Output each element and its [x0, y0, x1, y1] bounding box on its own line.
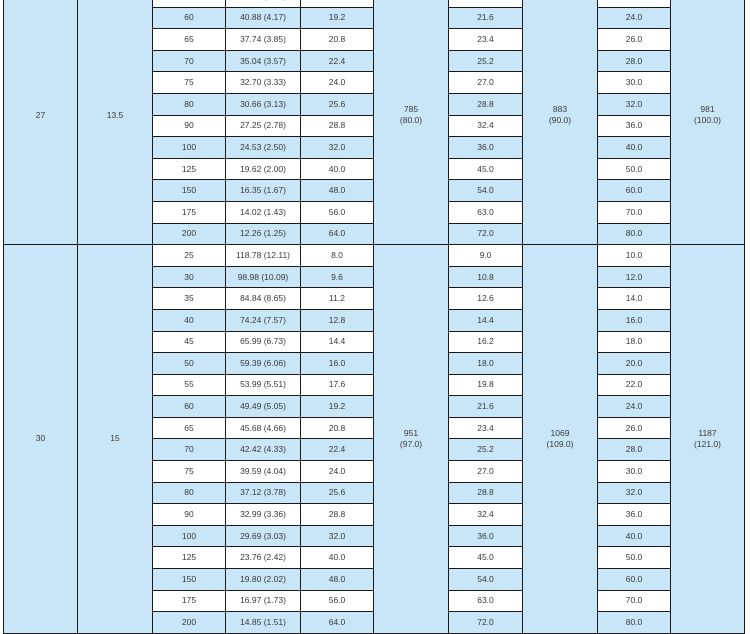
- col9-cell: 20.0: [598, 353, 671, 375]
- col7-cell: 63.0: [449, 590, 523, 612]
- col7-cell: 32.4: [449, 504, 523, 526]
- col5-cell: 24.0: [301, 72, 374, 94]
- col7-cell: 54.0: [449, 180, 523, 202]
- col9-cell: 50.0: [598, 547, 671, 569]
- col3-cell: 175: [153, 590, 226, 612]
- col4-cell: 19.62 (2.00): [226, 158, 301, 180]
- col4-cell: 29.69 (3.03): [226, 525, 301, 547]
- col9-cell: 22.0: [598, 374, 671, 396]
- col4-cell: 32.70 (3.33): [226, 72, 301, 94]
- col5-cell: 28.8: [301, 115, 374, 137]
- col7-cell: 23.4: [449, 29, 523, 51]
- col7-cell: 25.2: [449, 439, 523, 461]
- spec-table: [3, 0, 745, 634]
- col7-cell: 19.8: [449, 374, 523, 396]
- group-col8-cell-unit-value: (109.0): [546, 438, 574, 449]
- col7-cell: 9.0: [449, 245, 523, 267]
- col4-cell: 40.88 (4.17): [226, 7, 301, 29]
- group-col6-cell-unit-value: (80.0): [399, 115, 423, 126]
- col5-cell: 17.6: [301, 374, 374, 396]
- col3-cell: 65: [153, 29, 226, 51]
- col5-cell: 32.0: [301, 137, 374, 159]
- col9-cell: 24.0: [598, 7, 671, 29]
- col3-cell: 150: [153, 180, 226, 202]
- group-col10-cell-unit-value: (100.0): [694, 115, 721, 126]
- col9-cell: 30.0: [598, 461, 671, 483]
- col7-cell: 12.6: [449, 288, 523, 310]
- group-col10-cell-unit-value: (121.0): [694, 438, 721, 449]
- col7-cell: 23.4: [449, 417, 523, 439]
- col4-cell: 37.12 (3.78): [226, 482, 301, 504]
- group-col1-cell: 30: [4, 245, 78, 634]
- group-col8-cell: [523, 245, 598, 634]
- group-col6-cell: [374, 0, 449, 245]
- col4-cell: 74.24 (7.57): [226, 309, 301, 331]
- col5-cell: 32.0: [301, 525, 374, 547]
- col5-cell: 20.8: [301, 417, 374, 439]
- col5-cell: 40.0: [301, 158, 374, 180]
- col7-cell: 21.6: [449, 7, 523, 29]
- col7-cell: 72.0: [449, 612, 523, 634]
- col3-cell: 75: [153, 72, 226, 94]
- col5-cell: 28.8: [301, 504, 374, 526]
- col3-cell: 60: [153, 7, 226, 29]
- col7-cell: 72.0: [449, 223, 523, 245]
- col5-cell: 25.6: [301, 93, 374, 115]
- col9-cell: 26.0: [598, 417, 671, 439]
- col9-cell: 28.0: [598, 50, 671, 72]
- col9-cell: 16.0: [598, 309, 671, 331]
- col5-cell: 19.2: [301, 396, 374, 418]
- col4-cell: 30.66 (3.13): [226, 93, 301, 115]
- col7-cell: 36.0: [449, 137, 523, 159]
- col3-cell: 30: [153, 266, 226, 288]
- col4-cell: 49.49 (5.05): [226, 396, 301, 418]
- col5-cell: 56.0: [301, 201, 374, 223]
- col4-cell: 14.02 (1.43): [226, 201, 301, 223]
- col5-cell: 40.0: [301, 547, 374, 569]
- group-col8-cell-value: 883: [552, 104, 568, 115]
- col9-cell: 24.0: [598, 396, 671, 418]
- col7-cell: 36.0: [449, 525, 523, 547]
- col4-cell: 32.99 (3.36): [226, 504, 301, 526]
- group-col2-cell: 15: [78, 245, 153, 634]
- group-col10-cell: [671, 245, 745, 634]
- col5-cell: 20.8: [301, 29, 374, 51]
- group-col6-cell-value: 785: [403, 104, 419, 115]
- col4-cell: 35.04 (3.57): [226, 50, 301, 72]
- col5-cell: 16.0: [301, 353, 374, 375]
- col7-cell: 25.2: [449, 50, 523, 72]
- col3-cell: 90: [153, 115, 226, 137]
- group-col1-cell: 27: [4, 0, 78, 245]
- col5-cell: 14.4: [301, 331, 374, 353]
- group-col8-cell: [523, 0, 598, 245]
- col9-cell: 40.0: [598, 525, 671, 547]
- group-col8-cell-value: 1069: [550, 427, 570, 438]
- col3-cell: 100: [153, 137, 226, 159]
- col5-cell: 11.2: [301, 288, 374, 310]
- col3-cell: 175: [153, 201, 226, 223]
- col4-cell: 16.35 (1.67): [226, 180, 301, 202]
- col5-cell: 24.0: [301, 461, 374, 483]
- col9-cell: 28.0: [598, 439, 671, 461]
- group-col10-cell-value: 981: [700, 104, 715, 115]
- col5-cell: 8.0: [301, 245, 374, 267]
- col4-cell: 14.85 (1.51): [226, 612, 301, 634]
- col5-cell: 22.4: [301, 439, 374, 461]
- col7-cell: 27.0: [449, 461, 523, 483]
- col4-cell: 65.99 (6.73): [226, 331, 301, 353]
- col3-cell: 125: [153, 158, 226, 180]
- col3-cell: 25: [153, 245, 226, 267]
- col3-cell: 65: [153, 417, 226, 439]
- table-row: [4, 0, 745, 7]
- col9-cell: 40.0: [598, 137, 671, 159]
- col3-cell: 125: [153, 547, 226, 569]
- col3-cell: 40: [153, 309, 226, 331]
- col9-cell: 80.0: [598, 223, 671, 245]
- col9-cell: 60.0: [598, 569, 671, 591]
- col5-cell: [301, 0, 374, 7]
- col9-cell: 36.0: [598, 504, 671, 526]
- col5-cell: 64.0: [301, 612, 374, 634]
- col9-cell: 12.0: [598, 266, 671, 288]
- col4-cell: 42.42 (4.33): [226, 439, 301, 461]
- group-col10-cell: [671, 0, 745, 245]
- col3-cell: 200: [153, 223, 226, 245]
- col7-cell: 18.0: [449, 353, 523, 375]
- col5-cell: 19.2: [301, 7, 374, 29]
- col3-cell: 50: [153, 353, 226, 375]
- col7-cell: 14.4: [449, 309, 523, 331]
- col4-cell: 84.84 (8.65): [226, 288, 301, 310]
- col3-cell: [153, 0, 226, 7]
- col4-cell: 23.76 (2.42): [226, 547, 301, 569]
- col7-cell: 63.0: [449, 201, 523, 223]
- col4-cell: 45.68 (4.66): [226, 417, 301, 439]
- col9-cell: 26.0: [598, 29, 671, 51]
- col3-cell: 70: [153, 439, 226, 461]
- group-col10-cell-value: 1187: [698, 427, 717, 438]
- col4-cell: 16.97 (1.73): [226, 590, 301, 612]
- group-col6-cell-value: 951: [403, 427, 419, 438]
- col7-cell: 10.8: [449, 266, 523, 288]
- col4-cell: 39.59 (4.04): [226, 461, 301, 483]
- col7-cell: 16.2: [449, 331, 523, 353]
- col9-cell: 32.0: [598, 482, 671, 504]
- col5-cell: 48.0: [301, 180, 374, 202]
- col3-cell: 150: [153, 569, 226, 591]
- col5-cell: 64.0: [301, 223, 374, 245]
- group-col6-cell: [374, 245, 449, 634]
- table-row: [4, 245, 745, 267]
- col3-cell: 70: [153, 50, 226, 72]
- col7-cell: 21.6: [449, 396, 523, 418]
- col5-cell: 12.8: [301, 309, 374, 331]
- col7-cell: 28.8: [449, 93, 523, 115]
- col9-cell: 18.0: [598, 331, 671, 353]
- col9-cell: 10.0: [598, 245, 671, 267]
- col4-cell: [226, 0, 301, 7]
- col5-cell: 9.6: [301, 266, 374, 288]
- col7-cell: 54.0: [449, 569, 523, 591]
- col4-cell: 37.74 (3.85): [226, 29, 301, 51]
- col7-cell: 27.0: [449, 72, 523, 94]
- col9-cell: 36.0: [598, 115, 671, 137]
- col3-cell: 75: [153, 461, 226, 483]
- group-col8-cell-unit-value: (90.0): [548, 115, 572, 126]
- col9-cell: 60.0: [598, 180, 671, 202]
- col5-cell: 22.4: [301, 50, 374, 72]
- col9-cell: 80.0: [598, 612, 671, 634]
- col7-cell: [449, 0, 523, 7]
- col4-cell: 12.26 (1.25): [226, 223, 301, 245]
- col4-cell: 59.39 (6.06): [226, 353, 301, 375]
- col3-cell: 60: [153, 396, 226, 418]
- col7-cell: 28.8: [449, 482, 523, 504]
- col7-cell: 32.4: [449, 115, 523, 137]
- col5-cell: 48.0: [301, 569, 374, 591]
- col3-cell: 55: [153, 374, 226, 396]
- col9-cell: 14.0: [598, 288, 671, 310]
- col4-cell: 19.80 (2.02): [226, 569, 301, 591]
- col3-cell: 80: [153, 482, 226, 504]
- col9-cell: 70.0: [598, 201, 671, 223]
- col3-cell: 35: [153, 288, 226, 310]
- col7-cell: 45.0: [449, 158, 523, 180]
- col5-cell: 56.0: [301, 590, 374, 612]
- col3-cell: 200: [153, 612, 226, 634]
- col9-cell: [598, 0, 671, 7]
- col3-cell: 90: [153, 504, 226, 526]
- col7-cell: 45.0: [449, 547, 523, 569]
- col3-cell: 45: [153, 331, 226, 353]
- col3-cell: 100: [153, 525, 226, 547]
- col3-cell: 80: [153, 93, 226, 115]
- col4-cell: 24.53 (2.50): [226, 137, 301, 159]
- col4-cell: 53.99 (5.51): [226, 374, 301, 396]
- col9-cell: 50.0: [598, 158, 671, 180]
- col9-cell: 70.0: [598, 590, 671, 612]
- col9-cell: 30.0: [598, 72, 671, 94]
- group-col6-cell-unit-value: (97.0): [399, 438, 423, 449]
- col4-cell: 118.78 (12.11): [226, 245, 301, 267]
- group-col2-cell: 13.5: [78, 0, 153, 245]
- col4-cell: 98.98 (10.09): [226, 266, 301, 288]
- col5-cell: 25.6: [301, 482, 374, 504]
- col4-cell: 27.25 (2.78): [226, 115, 301, 137]
- col9-cell: 32.0: [598, 93, 671, 115]
